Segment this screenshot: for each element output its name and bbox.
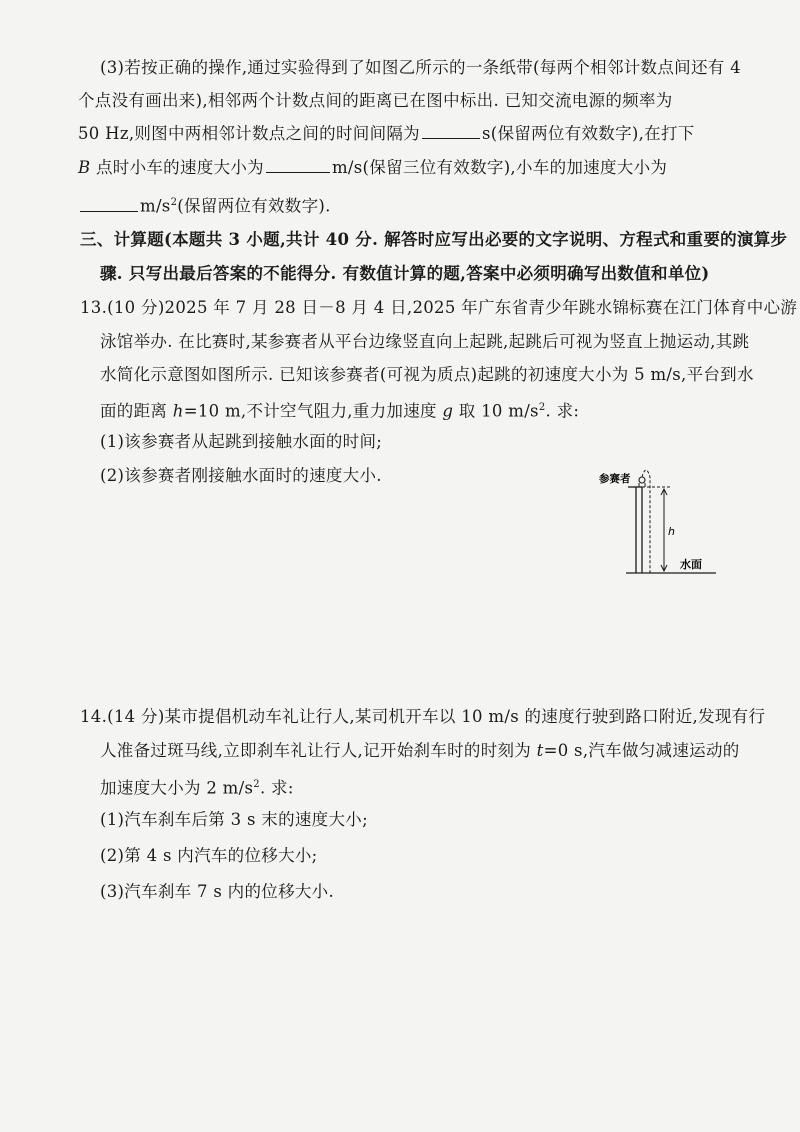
q13-line-4-sup: 2 bbox=[538, 402, 546, 413]
q3-line-3 bbox=[78, 122, 695, 146]
q13-line-4-text-a: 面的距离 bbox=[100, 401, 168, 421]
q13-var-g: g bbox=[442, 401, 454, 421]
q3-line-5 bbox=[78, 191, 331, 219]
label-h: h bbox=[668, 525, 675, 538]
q13-var-h: h bbox=[172, 401, 184, 421]
q14-line-2 bbox=[100, 739, 740, 763]
q3-line-5-text-b: (保留两位有效数字). bbox=[177, 196, 331, 216]
q14-line-3-sup: 2 bbox=[253, 779, 260, 790]
q14-line-3-text-a: 加速度大小为 2 m/s bbox=[100, 778, 254, 798]
answer-blank-time-interval[interactable] bbox=[422, 122, 480, 139]
q14-line-1: 14.(14 分)某市提倡机动车礼让行人,某司机开车以 10 m/s 的速度行驶到路口附近,发现有行 bbox=[80, 707, 766, 726]
q3-line-4-text-b: 点时小车的速度大小为 bbox=[95, 158, 264, 177]
q3-line-3-text-a: 50 Hz,则图中两相邻计数点之间的时间间隔为 bbox=[78, 124, 420, 143]
section3-header-line-2: 骤. 只写出最后答案的不能得分. 有数值计算的题,答案中必须明确写出数值和单位) bbox=[100, 264, 710, 283]
q13-line-3: 水简化示意图如图所示. 已知该参赛者(可视为质点)起跳的初速度大小为 5 m/s,平台到水 bbox=[100, 365, 754, 384]
q3-line-4 bbox=[78, 156, 667, 180]
q13-line-1: 13.(10 分)2025 年 7 月 28 日－8 月 4 日,2025 年广东省青少年跳水锦标赛在江门体育中心游 bbox=[80, 298, 798, 317]
answer-blank-velocity-b[interactable] bbox=[266, 156, 330, 173]
q3-line-2: 个点没有画出来),相邻两个计数点间的距离已在图中标出. 已知交流电源的频率为 bbox=[78, 91, 673, 110]
q14-sub-2: (2)第 4 s 内汽车的位移大小; bbox=[100, 846, 318, 865]
q3-line-5-unit: m/s bbox=[140, 196, 171, 216]
q3-line-1: (3)若按正确的操作,通过实验得到了如图乙所示的一条纸带(每两个相邻计数点间还有 4 bbox=[100, 58, 741, 77]
diving-diagram bbox=[590, 455, 720, 585]
label-water: 水面 bbox=[680, 558, 702, 571]
q13-line-4-text-b: =10 m,不计空气阻力,重力加速度 bbox=[183, 401, 437, 421]
label-person: 参赛者 bbox=[599, 473, 631, 485]
section3-header-line-1: 三、计算题(本题共 3 小题,共计 40 分. 解答时应写出必要的文字说明、方程式和重要的演算步 bbox=[80, 230, 788, 249]
answer-blank-acceleration[interactable] bbox=[80, 195, 138, 212]
q14-line-3 bbox=[100, 773, 294, 801]
q14-sub-1: (1)汽车刹车后第 3 s 末的速度大小; bbox=[100, 810, 368, 829]
q13-sub-1: (1)该参赛者从起跳到接触水面的时间; bbox=[100, 432, 383, 451]
q13-line-4-text-c: 取 10 m/s bbox=[458, 401, 539, 421]
q14-line-2-text-b: =0 s,汽车做匀减速运动的 bbox=[543, 741, 740, 760]
trajectory-dashed-line bbox=[642, 470, 650, 573]
q3-line-5-sup: 2 bbox=[170, 197, 178, 208]
q14-sub-3: (3)汽车刹车 7 s 内的位移大小. bbox=[100, 882, 335, 901]
q13-line-4-text-d: . 求: bbox=[545, 401, 580, 421]
point-b-label: B bbox=[78, 158, 91, 177]
q13-line-4 bbox=[100, 396, 579, 424]
q13-line-2: 泳馆举办. 在比赛时,某参赛者从平台边缘竖直向上起跳,起跳后可视为竖直上抛运动,其跳 bbox=[100, 332, 750, 351]
q14-line-2-text-a: 人准备过斑马线,立即刹车礼让行人,记开始刹车时的时刻为 bbox=[100, 741, 532, 760]
diver-head bbox=[639, 477, 645, 483]
q13-sub-2: (2)该参赛者刚接触水面时的速度大小. bbox=[100, 466, 382, 485]
q14-line-3-text-b: . 求: bbox=[259, 778, 294, 798]
q3-line-4-text-c: m/s(保留三位有效数字),小车的加速度大小为 bbox=[331, 158, 668, 177]
q3-line-3-text-b: s(保留两位有效数字),在打下 bbox=[481, 124, 695, 143]
q14-var-t: t bbox=[536, 741, 544, 760]
